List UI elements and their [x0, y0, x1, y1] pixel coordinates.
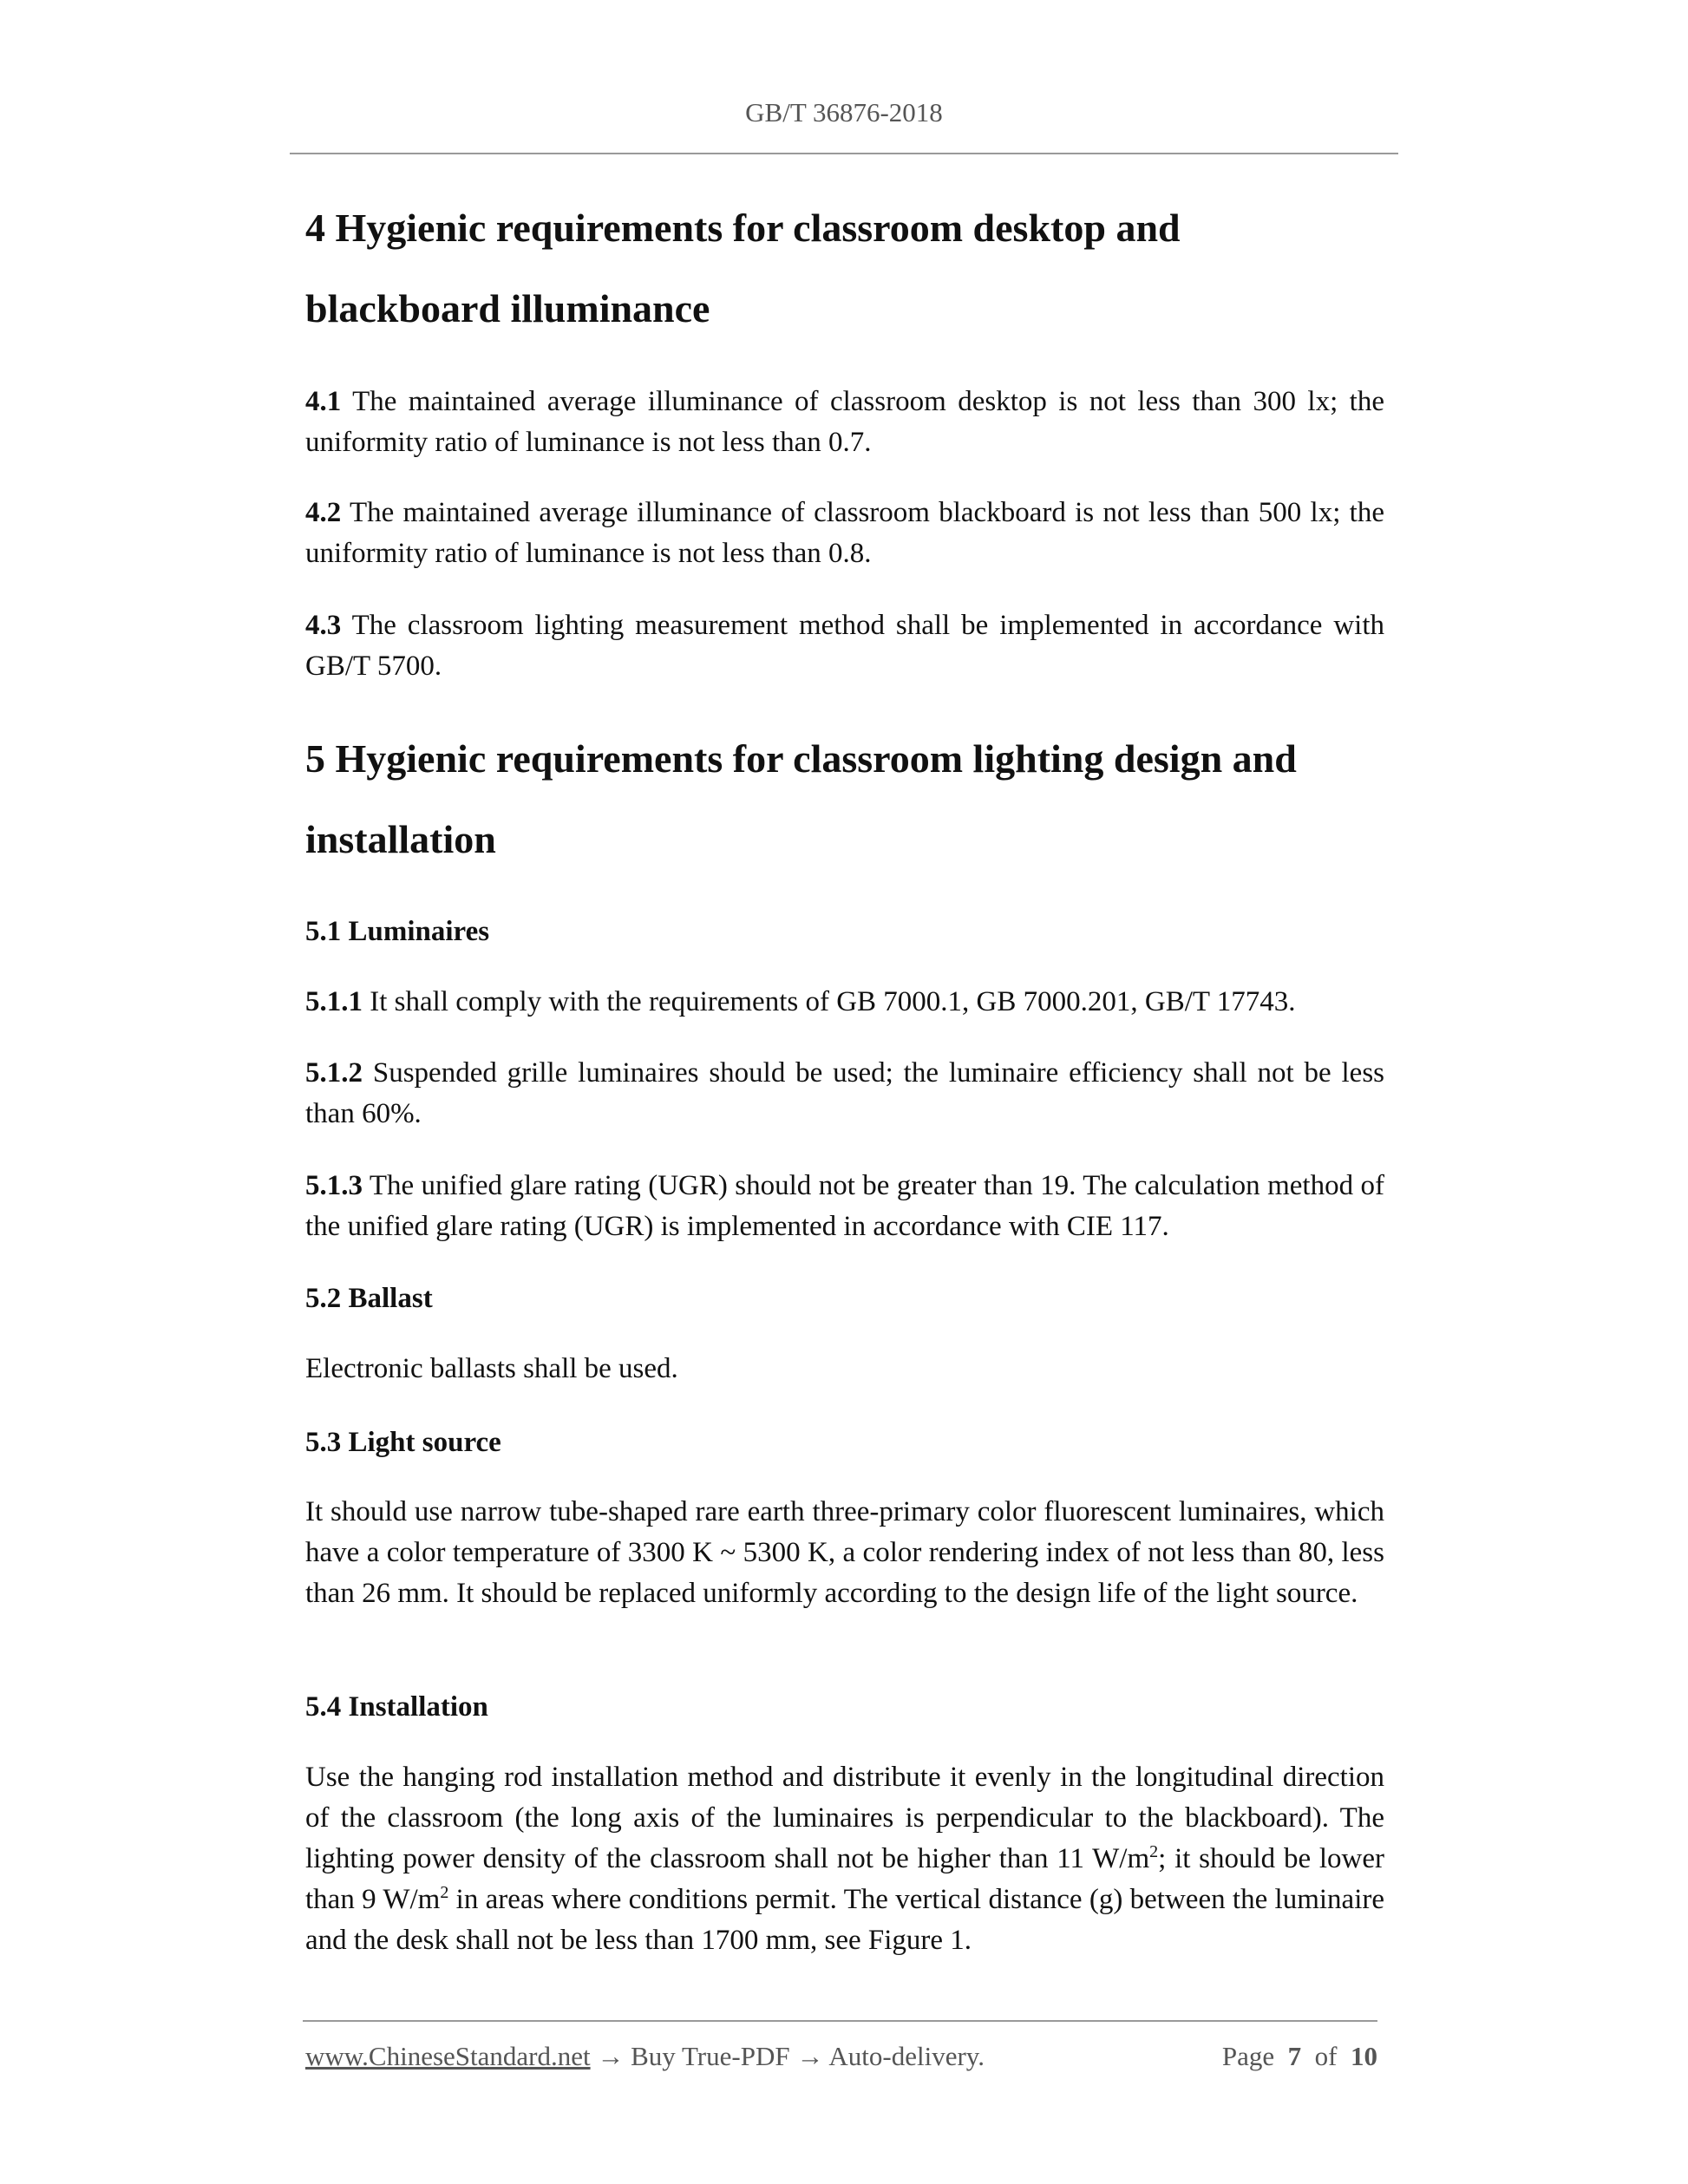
auto-delivery-text: Auto-delivery. — [823, 2041, 985, 2071]
clause-text: The classroom lighting measurement method shall be implemented in accordance with GB/T 5700. — [305, 610, 1384, 682]
arrow-right-icon: → — [597, 2041, 625, 2071]
page-footer — [305, 2041, 1377, 2072]
arrow-right-icon: → — [796, 2041, 824, 2071]
superscript: 2 — [1149, 1842, 1159, 1861]
header-divider — [290, 153, 1398, 154]
clause-text: The maintained average illuminance of classroom desktop is not less than 300 lx; the uniformity ratio of luminance is not less than 0.7. — [305, 386, 1384, 458]
section-5-heading — [305, 718, 1398, 879]
website-link[interactable]: www.ChineseStandard.net — [305, 2041, 591, 2071]
section-5-heading-line1: 5 Hygienic requirements for classroom lighting design and — [305, 736, 1297, 781]
clause-number: 5.1.3 — [305, 1170, 363, 1201]
clause-text: The maintained average illuminance of classroom blackboard is not less than 500 lx; the uniformity ratio of luminance is not less than 0.8. — [305, 497, 1384, 569]
clause-5-1-3 — [305, 1166, 1384, 1247]
clause-text: Suspended grille luminaires should be used; the luminaire efficiency shall not be less than 60%. — [305, 1057, 1384, 1129]
buy-true-pdf-text: Buy True-PDF — [624, 2041, 797, 2071]
clause-5-1-2 — [305, 1053, 1384, 1135]
installation-text-part: Use the hanging rod installation method and distribute it evenly in the longitudinal direction of the classroom (the long axis of the luminaires is perpendicular to the blackboard). The lighting power density of the classroom shall not be higher than 11 W/m — [305, 1762, 1384, 1874]
clause-4-2 — [305, 493, 1384, 574]
footer-divider — [303, 2020, 1377, 2022]
clause-number: 4.2 — [305, 497, 342, 528]
subsection-5-3-text: It should use narrow tube-shaped rare earth three-primary color fluorescent luminaires, which have a color temperature of 3300 K ~ 5300 K, a color rendering index of not less than 80, less than 26 mm. It should be replaced uniformly according to the design life of the light source. — [305, 1496, 1384, 1609]
subsection-5-2-text: Electronic ballasts shall be used. — [305, 1353, 678, 1384]
page-label: Page — [1221, 2041, 1275, 2071]
section-4-heading-line2: blackboard illuminance — [305, 286, 710, 330]
subsection-5-4-title: 5.4 Installation — [305, 1691, 488, 1723]
subsection-5-4-text — [305, 1757, 1384, 1961]
running-header: GB/T 36876-2018 — [745, 97, 943, 128]
subsection-5-2-title: 5.2 Ballast — [305, 1283, 433, 1314]
page-total: 10 — [1351, 2041, 1377, 2071]
clause-4-1 — [305, 382, 1384, 463]
section-4-heading — [305, 187, 1398, 349]
section-5-heading-line2: installation — [305, 817, 496, 861]
clause-5-1-1 — [305, 982, 1384, 1023]
clause-number: 5.1.2 — [305, 1057, 363, 1089]
page-indicator — [1222, 2041, 1377, 2072]
installation-text-part: ; it should be lower than 9 W/m — [305, 1843, 1384, 1915]
clause-text: The unified glare rating (UGR) should not be greater than 19. The calculation method of the unified glare rating (UGR) is implemented in accordance with CIE 117. — [305, 1170, 1384, 1242]
subsection-5-3-title: 5.3 Light source — [305, 1427, 501, 1458]
superscript: 2 — [440, 1883, 449, 1902]
clause-number: 4.3 — [305, 610, 342, 641]
subsection-5-1-title: 5.1 Luminaires — [305, 916, 490, 947]
clause-number: 5.1.1 — [305, 986, 363, 1017]
installation-text-part: in areas where conditions permit. The vertical distance (g) between the luminaire and the desk shall not be less than 1700 mm, see Figure 1. — [305, 1884, 1385, 1956]
of-label: of — [1314, 2041, 1338, 2071]
clause-number: 4.1 — [305, 386, 342, 417]
page-current: 7 — [1287, 2041, 1302, 2071]
clause-text: It shall comply with the requirements of GB 7000.1, GB 7000.201, GB/T 17743. — [363, 986, 1296, 1017]
clause-4-3 — [305, 605, 1384, 687]
section-4-heading-line1: 4 Hygienic requirements for classroom desktop and — [305, 206, 1181, 250]
